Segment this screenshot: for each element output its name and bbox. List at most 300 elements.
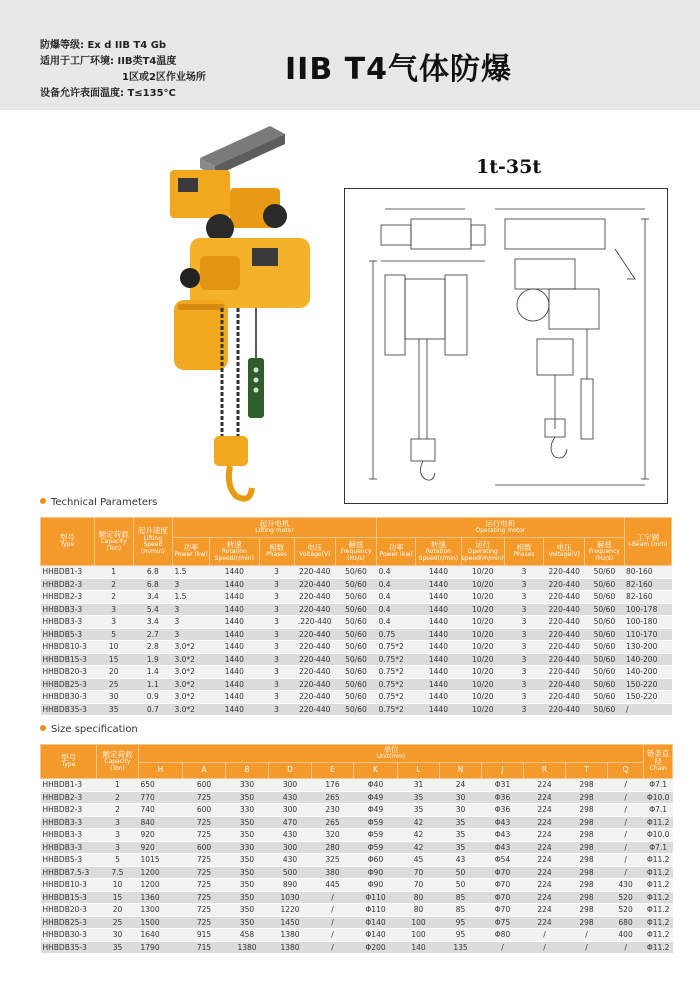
table-cell: Φ10.0 bbox=[644, 791, 673, 804]
bullet-dot-icon bbox=[40, 725, 46, 731]
th-capacity: 额定荷载 Capacity (Ton) bbox=[94, 518, 133, 566]
table-cell: 35 bbox=[440, 841, 482, 854]
table-cell: 3 bbox=[504, 641, 543, 654]
table-cell: 725 bbox=[183, 816, 226, 829]
table-cell: 300 bbox=[269, 779, 312, 792]
table-cell: 3 bbox=[97, 829, 139, 842]
table-cell: 298 bbox=[566, 866, 608, 879]
table-cell: 10/20 bbox=[461, 616, 504, 629]
table-cell: 6.8 bbox=[133, 566, 172, 579]
table-cell: 1380 bbox=[269, 941, 312, 954]
table-row bbox=[41, 603, 672, 616]
table-cell: 1440 bbox=[210, 591, 259, 604]
table-cell: 220-440 bbox=[544, 703, 585, 716]
table-cell: 1500 bbox=[139, 916, 183, 929]
table-cell: / bbox=[566, 941, 608, 954]
th-op-frequency: 赫兹 Frequency (Hz/s) bbox=[585, 538, 624, 566]
table-cell: HHBDB5-3 bbox=[41, 628, 95, 641]
table-cell: 5.4 bbox=[133, 603, 172, 616]
tech-section-label: Technical Parameters bbox=[51, 497, 158, 508]
table-cell: HHBDB25-3 bbox=[41, 678, 95, 691]
table-cell: 220-440 bbox=[544, 603, 585, 616]
table-cell: 82-160 bbox=[624, 578, 671, 591]
table-cell: 725 bbox=[183, 916, 226, 929]
table-cell: / bbox=[608, 841, 644, 854]
table-cell: 70 bbox=[398, 866, 440, 879]
table-row bbox=[41, 641, 672, 654]
table-cell: HHBDB10-3 bbox=[41, 879, 97, 892]
table-cell: HHBDB3-3 bbox=[41, 816, 97, 829]
table-cell: 10/20 bbox=[461, 628, 504, 641]
table-cell: 430 bbox=[269, 854, 312, 867]
table-cell: Φ70 bbox=[482, 866, 524, 879]
table-cell: 3 bbox=[259, 628, 294, 641]
table-cell: 42 bbox=[398, 841, 440, 854]
table-cell: 50/60 bbox=[585, 703, 624, 716]
table-cell: 25 bbox=[97, 916, 139, 929]
table-cell: 1640 bbox=[139, 929, 183, 942]
table-cell: 3 bbox=[259, 653, 294, 666]
table-cell: 50 bbox=[440, 879, 482, 892]
table-cell: 7.5 bbox=[97, 866, 139, 879]
table-cell: 1440 bbox=[416, 578, 461, 591]
table-cell: / bbox=[608, 829, 644, 842]
table-cell: 3 bbox=[172, 578, 209, 591]
table-cell: Φ90 bbox=[354, 866, 398, 879]
th-operating-motor: 运行电机 Operating motor bbox=[377, 518, 624, 538]
table-cell: 920 bbox=[139, 841, 183, 854]
table-cell: 445 bbox=[312, 879, 354, 892]
th-op-voltage: 电压 Voltage(V) bbox=[544, 538, 585, 566]
table-cell: 10/20 bbox=[461, 591, 504, 604]
table-cell: HHBDB10-3 bbox=[41, 641, 95, 654]
th-size-type: 型号 Type bbox=[41, 745, 97, 779]
table-cell: Φ59 bbox=[354, 816, 398, 829]
table-cell: 2 bbox=[97, 791, 139, 804]
table-cell: 42 bbox=[398, 816, 440, 829]
table-cell: 1440 bbox=[416, 603, 461, 616]
table-cell: 430 bbox=[269, 829, 312, 842]
table-cell: 380 bbox=[312, 866, 354, 879]
table-cell: 10/20 bbox=[461, 653, 504, 666]
table-cell: 725 bbox=[183, 879, 226, 892]
table-cell: 0.75 bbox=[377, 628, 416, 641]
table-cell: 35 bbox=[440, 829, 482, 842]
table-cell: 6.8 bbox=[133, 578, 172, 591]
table-cell: 1440 bbox=[416, 641, 461, 654]
table-cell: HHBDB20-3 bbox=[41, 666, 95, 679]
table-cell: 520 bbox=[608, 904, 644, 917]
table-cell: 1 bbox=[97, 779, 139, 792]
table-cell: Φ90 bbox=[354, 879, 398, 892]
table-cell: 3.0*2 bbox=[172, 653, 209, 666]
table-cell: 350 bbox=[226, 904, 269, 917]
table-cell: 220-440 bbox=[294, 628, 335, 641]
table-cell: / bbox=[608, 816, 644, 829]
table-cell: Φ70 bbox=[482, 879, 524, 892]
table-cell: 890 bbox=[269, 879, 312, 892]
table-cell: 220-440 bbox=[544, 628, 585, 641]
table-cell: 50/60 bbox=[585, 678, 624, 691]
table-cell: 30 bbox=[440, 804, 482, 817]
table-cell: 15 bbox=[97, 891, 139, 904]
table-cell: 3 bbox=[504, 653, 543, 666]
table-cell: 100-180 bbox=[624, 616, 671, 629]
table-cell: 680 bbox=[608, 916, 644, 929]
table-cell: 298 bbox=[566, 916, 608, 929]
table-cell: 350 bbox=[226, 879, 269, 892]
table-row bbox=[41, 616, 672, 629]
table-cell: 1440 bbox=[210, 703, 259, 716]
table-cell: 325 bbox=[312, 854, 354, 867]
th-size-capacity: 额定荷载 Capacity (Ton) bbox=[97, 745, 139, 779]
table-cell: 1440 bbox=[210, 578, 259, 591]
table-cell: 298 bbox=[566, 854, 608, 867]
table-cell: 725 bbox=[183, 866, 226, 879]
explosion-grade: 防爆等级: Ex d IIB T4 Gb bbox=[40, 40, 167, 51]
table-cell: 1015 bbox=[139, 854, 183, 867]
table-cell: HHBDB15-3 bbox=[41, 653, 95, 666]
table-cell: HHBDB25-3 bbox=[41, 916, 97, 929]
table-cell: 1.9 bbox=[133, 653, 172, 666]
table-cell: / bbox=[312, 916, 354, 929]
table-cell: 2 bbox=[94, 578, 133, 591]
table-cell: 0.4 bbox=[377, 616, 416, 629]
table-cell: 3.0*2 bbox=[172, 666, 209, 679]
table-cell: 0.75*2 bbox=[377, 703, 416, 716]
table-cell: 1440 bbox=[416, 691, 461, 704]
table-cell: HHBDB35-3 bbox=[41, 703, 95, 716]
table-cell: 1440 bbox=[416, 678, 461, 691]
table-cell: 3 bbox=[259, 616, 294, 629]
table-cell: 135 bbox=[440, 941, 482, 954]
table-cell: 0.75*2 bbox=[377, 666, 416, 679]
table-cell: 3 bbox=[504, 678, 543, 691]
table-cell: 430 bbox=[608, 879, 644, 892]
table-cell: 230 bbox=[312, 804, 354, 817]
table-cell: 1 bbox=[94, 566, 133, 579]
table-cell: 1.5 bbox=[172, 566, 209, 579]
table-cell: Φ11.2 bbox=[644, 866, 673, 879]
table-cell: HHBDB3-3 bbox=[41, 829, 97, 842]
table-cell: 24 bbox=[440, 779, 482, 792]
table-cell: 3 bbox=[172, 628, 209, 641]
table-cell: 470 bbox=[269, 816, 312, 829]
table-row bbox=[41, 678, 672, 691]
table-cell: 3 bbox=[94, 603, 133, 616]
table-cell: Φ49 bbox=[354, 804, 398, 817]
table-cell: 1360 bbox=[139, 891, 183, 904]
environment-line2: 1区或2区作业场所 bbox=[122, 72, 206, 83]
table-cell: 3 bbox=[259, 678, 294, 691]
table-cell: Φ43 bbox=[482, 816, 524, 829]
table-cell: Φ80 bbox=[482, 929, 524, 942]
table-row bbox=[41, 691, 672, 704]
table-cell: 220-440 bbox=[544, 653, 585, 666]
th-op-phases: 相数 Phases bbox=[504, 538, 543, 566]
table-cell: 10 bbox=[94, 641, 133, 654]
table-cell: HHBDB2-3 bbox=[41, 791, 97, 804]
table-cell: 130-200 bbox=[624, 641, 671, 654]
table-cell: 3 bbox=[259, 641, 294, 654]
table-cell: 300 bbox=[269, 841, 312, 854]
table-cell: 1440 bbox=[210, 566, 259, 579]
table-cell: 43 bbox=[440, 854, 482, 867]
table-cell: Φ11.2 bbox=[644, 929, 673, 942]
table-cell: 1380 bbox=[226, 941, 269, 954]
table-cell: 3 bbox=[504, 591, 543, 604]
table-cell: Φ11.2 bbox=[644, 904, 673, 917]
table-cell: HHBDB15-3 bbox=[41, 891, 97, 904]
table-cell: 400 bbox=[608, 929, 644, 942]
table-cell: 265 bbox=[312, 816, 354, 829]
table-cell: 50/60 bbox=[585, 591, 624, 604]
table-row bbox=[41, 578, 672, 591]
table-cell: 150-220 bbox=[624, 678, 671, 691]
table-cell: 320 bbox=[312, 829, 354, 842]
table-cell: 224 bbox=[524, 904, 566, 917]
table-cell: 298 bbox=[566, 904, 608, 917]
table-row bbox=[41, 591, 672, 604]
th-op-power: 功率 Power (kw) bbox=[377, 538, 416, 566]
table-row bbox=[41, 866, 673, 879]
table-cell: 220-440 bbox=[294, 578, 335, 591]
table-cell: Φ59 bbox=[354, 829, 398, 842]
table-cell: 50/60 bbox=[585, 691, 624, 704]
th-dim-d: D bbox=[269, 763, 312, 779]
table-cell: 0.75*2 bbox=[377, 653, 416, 666]
table-cell: 20 bbox=[94, 666, 133, 679]
table-cell: 50/60 bbox=[585, 578, 624, 591]
table-cell: 80 bbox=[398, 891, 440, 904]
table-row bbox=[41, 628, 672, 641]
table-cell: HHBDB1-3 bbox=[41, 779, 97, 792]
table-cell: Φ60 bbox=[354, 854, 398, 867]
th-lift-speed: 起升速度 Lifting Speed (m/min) bbox=[133, 518, 172, 566]
table-cell: 1440 bbox=[416, 591, 461, 604]
table-cell: / bbox=[312, 941, 354, 954]
table-cell: Φ7.1 bbox=[644, 804, 673, 817]
table-cell: 330 bbox=[226, 841, 269, 854]
table-cell: 725 bbox=[183, 791, 226, 804]
table-cell: 2.7 bbox=[133, 628, 172, 641]
table-cell: / bbox=[312, 891, 354, 904]
table-cell: 3.0*2 bbox=[172, 641, 209, 654]
table-cell: 220-440 bbox=[294, 666, 335, 679]
table-cell: 50/60 bbox=[585, 616, 624, 629]
table-cell: 50/60 bbox=[335, 691, 376, 704]
table-cell: 50/60 bbox=[585, 603, 624, 616]
table-cell: 3 bbox=[97, 816, 139, 829]
table-cell: HHBDB3-3 bbox=[41, 603, 95, 616]
capacity-range: 1t-35t bbox=[476, 156, 542, 178]
table-cell: / bbox=[524, 941, 566, 954]
table-cell: 350 bbox=[226, 916, 269, 929]
table-cell: 140 bbox=[398, 941, 440, 954]
table-cell: 45 bbox=[398, 854, 440, 867]
table-cell: 3 bbox=[259, 703, 294, 716]
table-cell: 1440 bbox=[210, 653, 259, 666]
hoist-photo bbox=[160, 118, 340, 518]
table-cell: 30 bbox=[440, 791, 482, 804]
table-cell: 50 bbox=[440, 866, 482, 879]
table-cell: 840 bbox=[139, 816, 183, 829]
table-cell: HHBDB1-3 bbox=[41, 566, 95, 579]
table-row bbox=[41, 941, 673, 954]
table-cell: 50/60 bbox=[335, 653, 376, 666]
table-cell: 220-440 bbox=[544, 641, 585, 654]
table-cell: Φ49 bbox=[354, 791, 398, 804]
table-cell: 50/60 bbox=[335, 703, 376, 716]
table-cell: Φ11.2 bbox=[644, 916, 673, 929]
table-cell: 3.4 bbox=[133, 591, 172, 604]
th-phases: 相数 Phases bbox=[259, 538, 294, 566]
table-cell: 80 bbox=[398, 904, 440, 917]
table-cell: 1300 bbox=[139, 904, 183, 917]
table-row bbox=[41, 703, 672, 716]
table-cell: Φ43 bbox=[482, 829, 524, 842]
table-cell: Φ54 bbox=[482, 854, 524, 867]
table-cell: 224 bbox=[524, 841, 566, 854]
table-cell: 50/60 bbox=[335, 666, 376, 679]
th-i-beam: 工字钢 I-Beam (mm) bbox=[624, 518, 671, 566]
th-dim-j: J bbox=[482, 763, 524, 779]
table-cell: Φ200 bbox=[354, 941, 398, 954]
table-row bbox=[41, 779, 673, 792]
table-cell: 50/60 bbox=[335, 678, 376, 691]
table-cell: Φ40 bbox=[354, 779, 398, 792]
table-cell: 520 bbox=[608, 891, 644, 904]
tech-table-body bbox=[41, 566, 672, 716]
table-cell: / bbox=[624, 703, 671, 716]
table-cell: 220-440 bbox=[294, 653, 335, 666]
th-dim-q: Q bbox=[608, 763, 644, 779]
table-cell: 298 bbox=[566, 791, 608, 804]
table-cell: 3 bbox=[259, 603, 294, 616]
table-cell: 3 bbox=[504, 566, 543, 579]
table-cell: 298 bbox=[566, 829, 608, 842]
table-cell: 600 bbox=[183, 804, 226, 817]
table-cell: Φ11.2 bbox=[644, 854, 673, 867]
table-cell: 30 bbox=[97, 929, 139, 942]
table-cell: 150-220 bbox=[624, 691, 671, 704]
table-cell: 220-440 bbox=[294, 591, 335, 604]
table-cell: 220-440 bbox=[294, 566, 335, 579]
table-cell: / bbox=[608, 791, 644, 804]
table-cell: 3 bbox=[504, 691, 543, 704]
table-row bbox=[41, 791, 673, 804]
table-cell: 1440 bbox=[416, 703, 461, 716]
surface-temp: 设备允许表面温度: T≤135°C bbox=[40, 88, 176, 99]
table-cell: 100-178 bbox=[624, 603, 671, 616]
table-cell: 140-200 bbox=[624, 653, 671, 666]
th-voltage: 电压 Voltage(V) bbox=[294, 538, 335, 566]
table-cell: 298 bbox=[566, 879, 608, 892]
table-cell: HHBDB2-3 bbox=[41, 804, 97, 817]
table-cell: 0.9 bbox=[133, 691, 172, 704]
table-cell: 298 bbox=[566, 804, 608, 817]
table-cell: 42 bbox=[398, 829, 440, 842]
table-cell: 3 bbox=[259, 691, 294, 704]
table-cell: 50/60 bbox=[335, 628, 376, 641]
table-row bbox=[41, 816, 673, 829]
table-cell: / bbox=[608, 866, 644, 879]
table-cell: 100 bbox=[398, 929, 440, 942]
table-cell: 220-440 bbox=[544, 678, 585, 691]
table-cell: 0.4 bbox=[377, 566, 416, 579]
table-cell: 600 bbox=[183, 779, 226, 792]
table-cell: 5 bbox=[97, 854, 139, 867]
table-row bbox=[41, 566, 672, 579]
table-cell: Φ59 bbox=[354, 841, 398, 854]
table-cell: 770 bbox=[139, 791, 183, 804]
table-cell: 220-440 bbox=[544, 578, 585, 591]
table-cell: 10/20 bbox=[461, 603, 504, 616]
table-cell: HHBDB30-3 bbox=[41, 929, 97, 942]
table-cell: 220-440 bbox=[294, 703, 335, 716]
table-cell: 265 bbox=[312, 791, 354, 804]
table-cell: 3 bbox=[259, 578, 294, 591]
table-cell: 31 bbox=[398, 779, 440, 792]
table-cell: 10/20 bbox=[461, 678, 504, 691]
size-section-title bbox=[40, 724, 138, 735]
table-cell: 3.0*2 bbox=[172, 703, 209, 716]
table-cell: HHBDB3-3 bbox=[41, 616, 95, 629]
table-cell: 224 bbox=[524, 891, 566, 904]
table-cell: 35 bbox=[97, 941, 139, 954]
th-dim-a: A bbox=[183, 763, 226, 779]
table-cell: 3 bbox=[504, 703, 543, 716]
table-cell: Φ10.0 bbox=[644, 829, 673, 842]
table-cell: .220-440 bbox=[294, 616, 335, 629]
table-cell: 725 bbox=[183, 891, 226, 904]
size-section-label: Size specification bbox=[51, 724, 138, 735]
table-cell: 298 bbox=[566, 779, 608, 792]
table-cell: 0.75*2 bbox=[377, 691, 416, 704]
table-cell: Φ43 bbox=[482, 841, 524, 854]
table-cell: 3 bbox=[259, 591, 294, 604]
page-title: IIB T4气体防爆 bbox=[285, 52, 512, 87]
table-cell: 298 bbox=[566, 841, 608, 854]
table-cell: Φ11.2 bbox=[644, 941, 673, 954]
table-cell: 50/60 bbox=[335, 603, 376, 616]
table-cell: / bbox=[312, 904, 354, 917]
table-cell: 5 bbox=[94, 628, 133, 641]
table-cell: 350 bbox=[226, 816, 269, 829]
table-cell: 350 bbox=[226, 866, 269, 879]
table-cell: 740 bbox=[139, 804, 183, 817]
table-cell: 85 bbox=[440, 891, 482, 904]
table-cell: Φ36 bbox=[482, 791, 524, 804]
table-cell: 95 bbox=[440, 929, 482, 942]
table-row bbox=[41, 904, 673, 917]
table-cell: 1440 bbox=[416, 666, 461, 679]
tech-section-title bbox=[40, 497, 157, 508]
table-cell: 50/60 bbox=[585, 566, 624, 579]
table-cell: 50/60 bbox=[335, 591, 376, 604]
table-cell: 35 bbox=[398, 804, 440, 817]
table-cell: 330 bbox=[226, 804, 269, 817]
table-cell: Φ110 bbox=[354, 891, 398, 904]
table-row bbox=[41, 929, 673, 942]
technical-parameters-table bbox=[40, 517, 672, 716]
table-cell: 1790 bbox=[139, 941, 183, 954]
table-cell: Φ70 bbox=[482, 891, 524, 904]
table-cell: 50/60 bbox=[335, 566, 376, 579]
table-cell: 3 bbox=[504, 628, 543, 641]
table-cell: 95 bbox=[440, 916, 482, 929]
table-cell: 0.4 bbox=[377, 591, 416, 604]
